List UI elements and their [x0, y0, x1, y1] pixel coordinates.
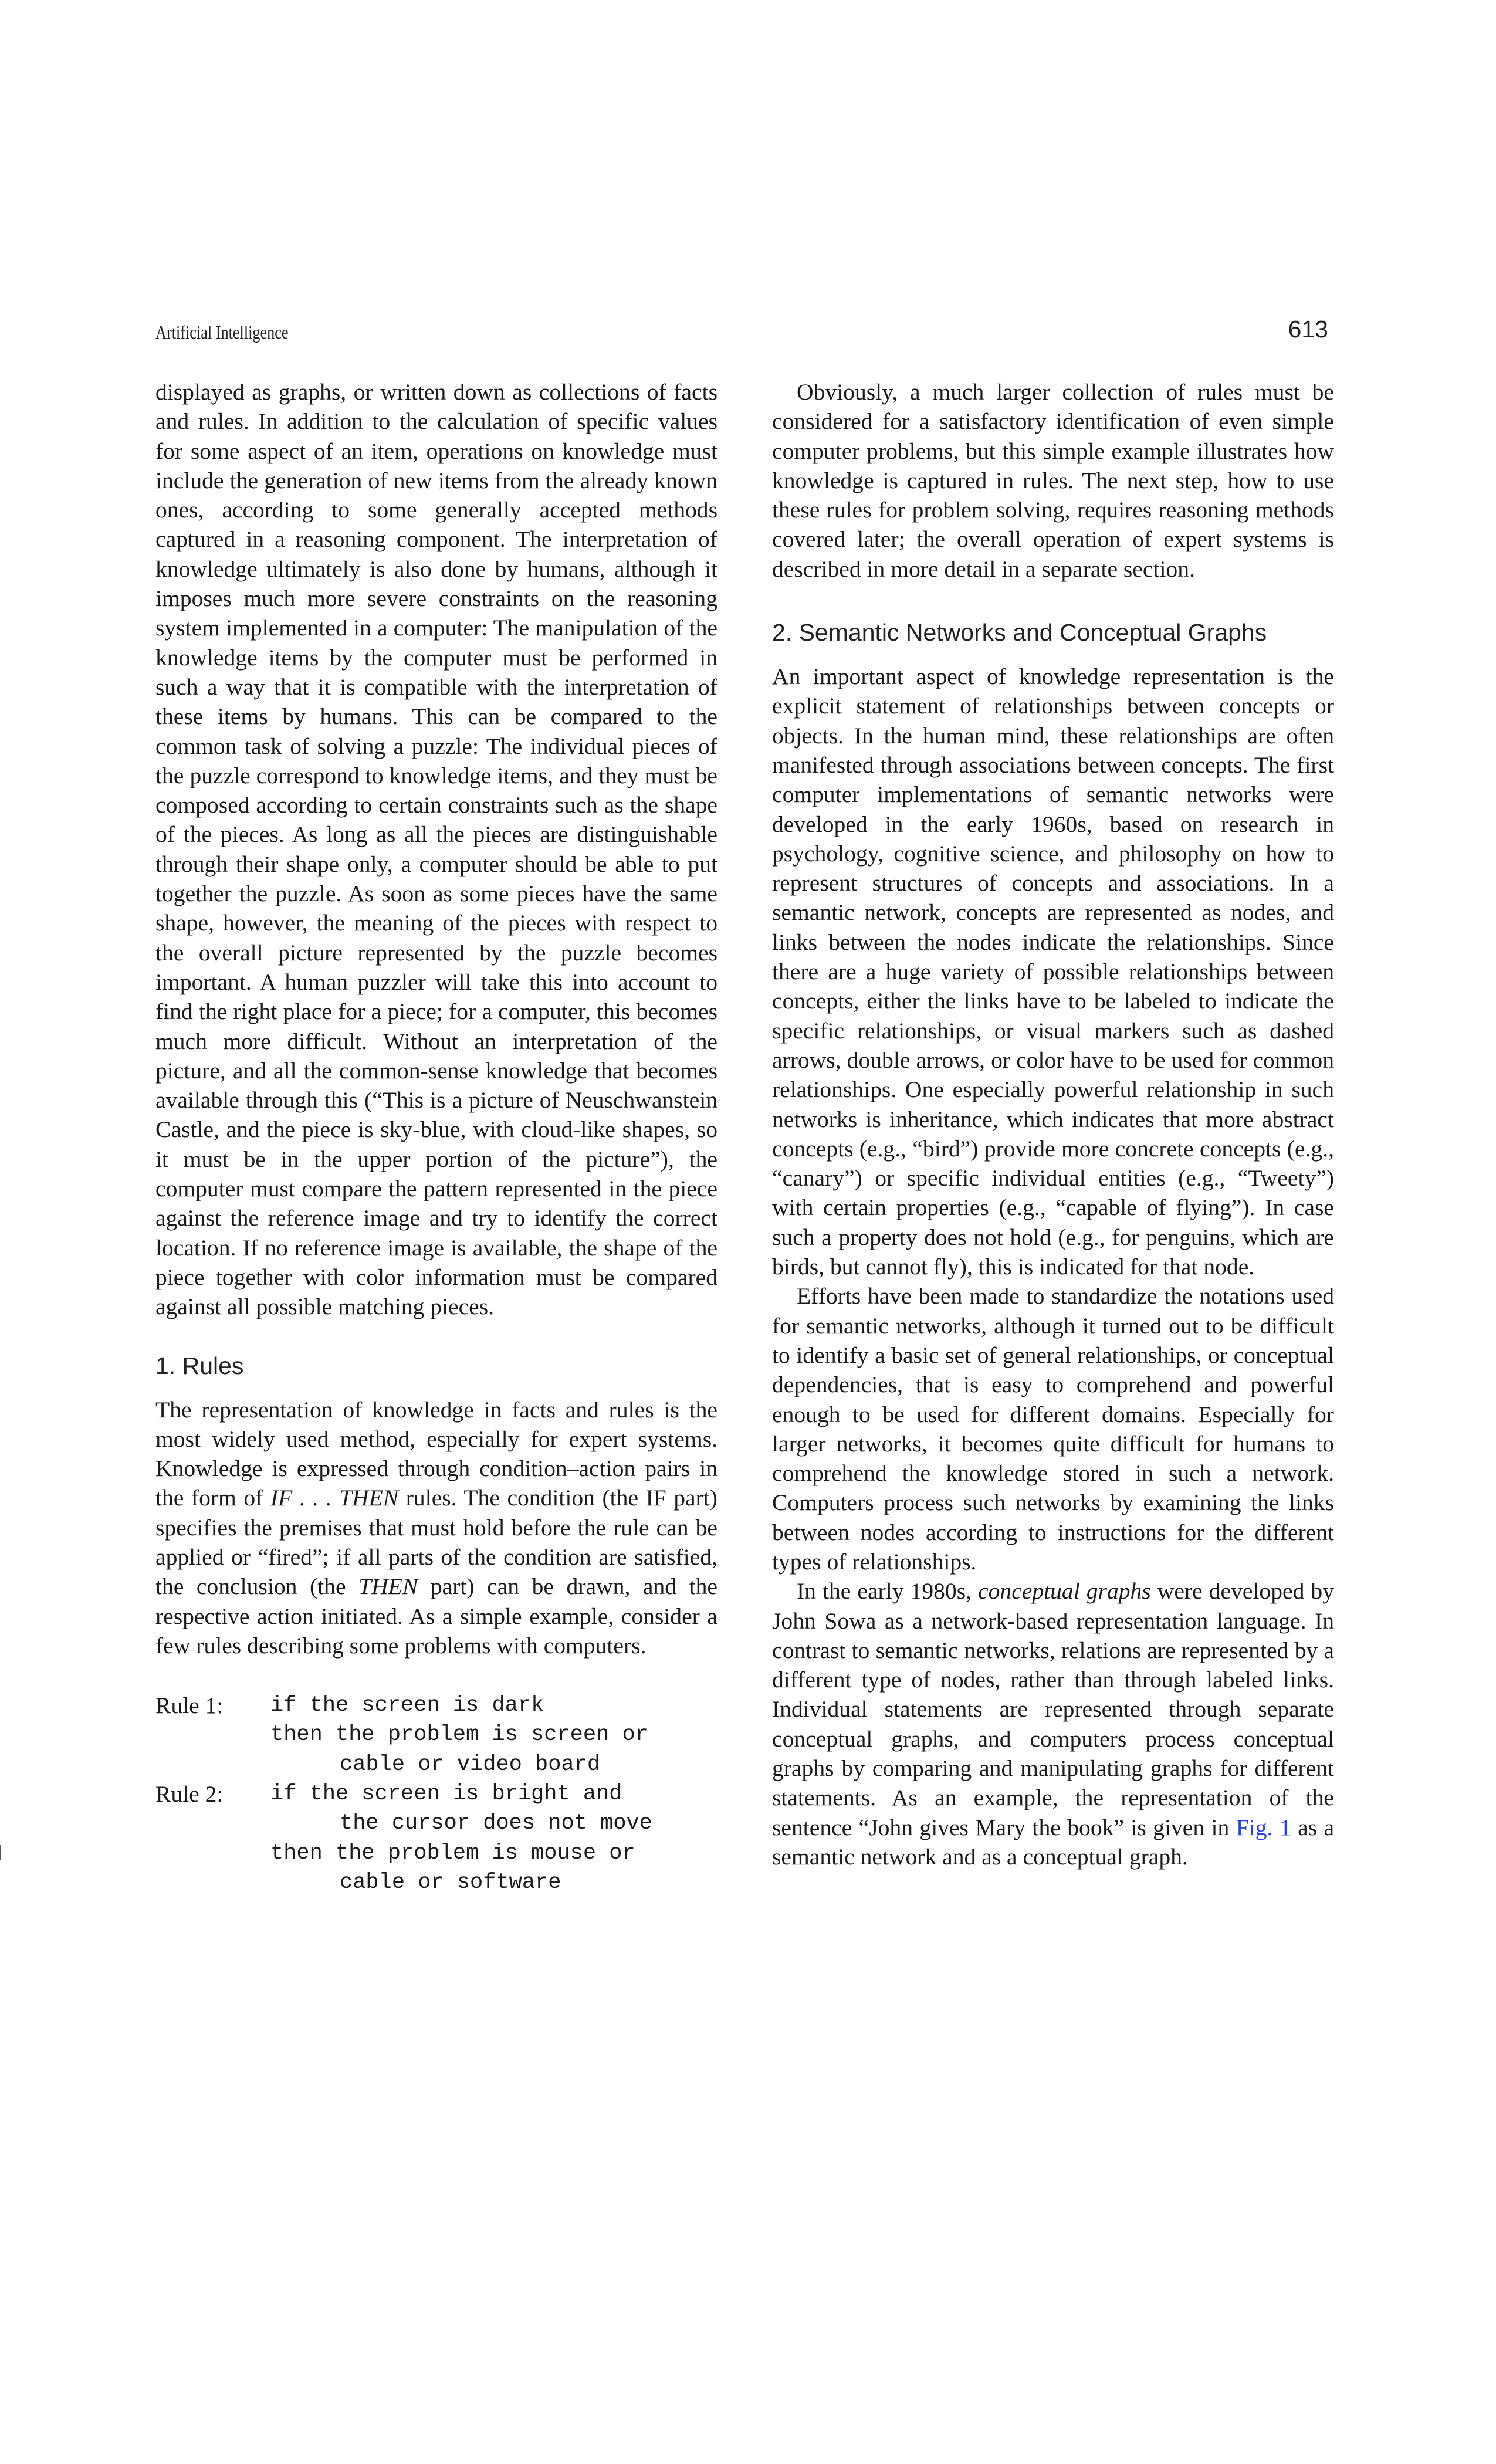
body-paragraph: displayed as graphs, or written down as collections of facts and rules. In addition to the calculation of specific values for some aspect of an item, operations on knowledge must include the generation of new items from the already known ones, according to some generally accepted methods captured in a reasoning component. The interpretation of knowledge ultimately is also done by humans, although it imposes much more severe constraints on the reasoning system implemented in a computer: The manipulation of the knowledge items by the computer must be performed in such a way that it is compatible with the interpretation of these items by humans. This can be compared to the common task of solving a puzzle: The individual pieces of the puzzle correspond to knowledge items, and they must be composed according to certain constraints such as the shape of the pieces. As long as all the pieces are distinguishable through their shape only, a computer should be able to put together the puzzle. As soon as some pieces have the same shape, however, the meaning of the pieces with respect to the overall picture represented by the puzzle becomes important. A human puzzler will take this into account to find the right place for a piece; for a computer, this becomes much more difficult. Without an interpretation of the picture, and all the common-sense knowledge that becomes available through this (“This is a picture of Neuschwanstein Castle, and the piece is sky-blue, with cloud-like shapes, so it must be in the upper portion of the picture”), the computer must compare the pattern represented in the piece against the reference image and try to identify the correct location. If no reference image is available, the shape of the piece together with color information must be compared against all possible matching pieces.	[155, 379, 717, 1320]
rule-code	[270, 1691, 717, 1779]
right-column	[772, 377, 1334, 1871]
left-column	[155, 377, 717, 1897]
section-heading-semantic-networks: 2. Semantic Networks and Conceptual Graphs	[772, 619, 1267, 647]
text-run: were developed by John Sowa as a network-based representation language. In contrast to semantic networks, relations are represented by a different type of nodes, rather than through labeled links. Individual statements are represented through separate conceptual graphs, and computers process conceptual graphs by comparing and manipulating graphs for different statements. As an example, the representation of the sentence “John gives Mary the book” is given in	[772, 1578, 1334, 1840]
emphasis-conceptual-graphs: conceptual graphs	[978, 1578, 1151, 1605]
text-run: rules. The condition (the IF part) specifies the premises that must hold before the rule can be applied or “fired”; if all parts of the condition are satisfied, the conclusion (the	[155, 1485, 717, 1600]
code-line: cable or software	[340, 1870, 561, 1895]
code-line: then the problem is mouse or	[270, 1840, 635, 1866]
rule-1	[155, 1691, 717, 1779]
code-line: if the screen is bright and	[270, 1782, 622, 1807]
section-heading-rules: 1. Rules	[155, 1352, 244, 1379]
rule-label: Rule 2:	[155, 1781, 224, 1808]
rule-code	[270, 1779, 717, 1897]
text-run: part) can be drawn, and the respective action initiated. As a simple example, consider a few rules describing some problems with computers.	[155, 1573, 718, 1659]
code-line: cable or video board	[340, 1752, 601, 1777]
body-paragraph: An important aspect of knowledge representation is the explicit statement of relationships between concepts or objects. In the human mind, these relationships are often manifested through associations between concepts. The first computer implementations of semantic networks were developed in the early 1960s, based on research in psychology, cognitive science, and philosophy on how to represent structures of concepts and associations. In a semantic network, concepts are represented as nodes, and links between the nodes indicate the relationships. Since there are a huge variety of possible relationships between concepts, either the links have to be labeled to indicate the specific relationships, or visual markers such as dashed arrows, double arrows, or color have to be used for common relationships. One especially powerful relationship in such networks is inheritance, which indicates that more abstract concepts (e.g., “bird”) provide more concrete concepts (e.g., “canary”) or specific individual entities (e.g., “Tweety”) with certain properties (e.g., “capable of flying”). In case such a property does not hold (e.g., for penguins, which are birds, but cannot fly), this is indicated for that node.	[772, 664, 1334, 1280]
text-run: In the early 1980s,	[797, 1578, 979, 1605]
code-line: then the problem is screen or	[270, 1722, 648, 1748]
code-line: the cursor does not move	[340, 1811, 652, 1836]
rules-listing	[155, 1691, 717, 1897]
body-paragraph: Efforts have been made to standardize the notations used for semantic networks, although it turned out to be difficult to identify a basic set of general relationships, or conceptual dependencies, that is easy to comprehend and powerful enough to be used for different domains. Especially for larger networks, it becomes quite difficult for humans to comprehend the knowledge stored in such a network. Computers process such networks by examining the links between nodes according to instructions for the different types of relationships.	[772, 1283, 1334, 1575]
page-number: 613	[1288, 316, 1328, 343]
text-run: The representation of knowledge in facts and rules is the most widely used method, especially for expert systems. Knowledge is expressed through condition–action pairs in the form of	[155, 1396, 717, 1511]
rule-2	[155, 1779, 717, 1897]
figure-1-link[interactable]: Fig. 1	[1236, 1814, 1291, 1840]
body-paragraph: Obviously, a much larger collection of rules must be considered for a satisfactory identification of even simple computer problems, but this simple example illustrates how knowledge is captured in rules. The next step, how to use these rules for problem solving, requires reasoning methods covered later; the overall operation of expert systems is described in more detail in a separate section.	[772, 379, 1334, 582]
body-paragraph	[155, 1395, 717, 1661]
text-run: as a semantic network and as a conceptual graph.	[772, 1814, 1335, 1870]
body-paragraph	[772, 1576, 1334, 1871]
rule-label: Rule 1:	[155, 1693, 224, 1719]
emphasis-if-then: IF . . . THEN	[270, 1485, 399, 1511]
margin-mark	[0, 1845, 1, 1860]
running-head: Artificial Intelligence	[155, 321, 289, 343]
emphasis-then: THEN	[358, 1573, 418, 1600]
code-line: if the screen is dark	[270, 1693, 544, 1718]
